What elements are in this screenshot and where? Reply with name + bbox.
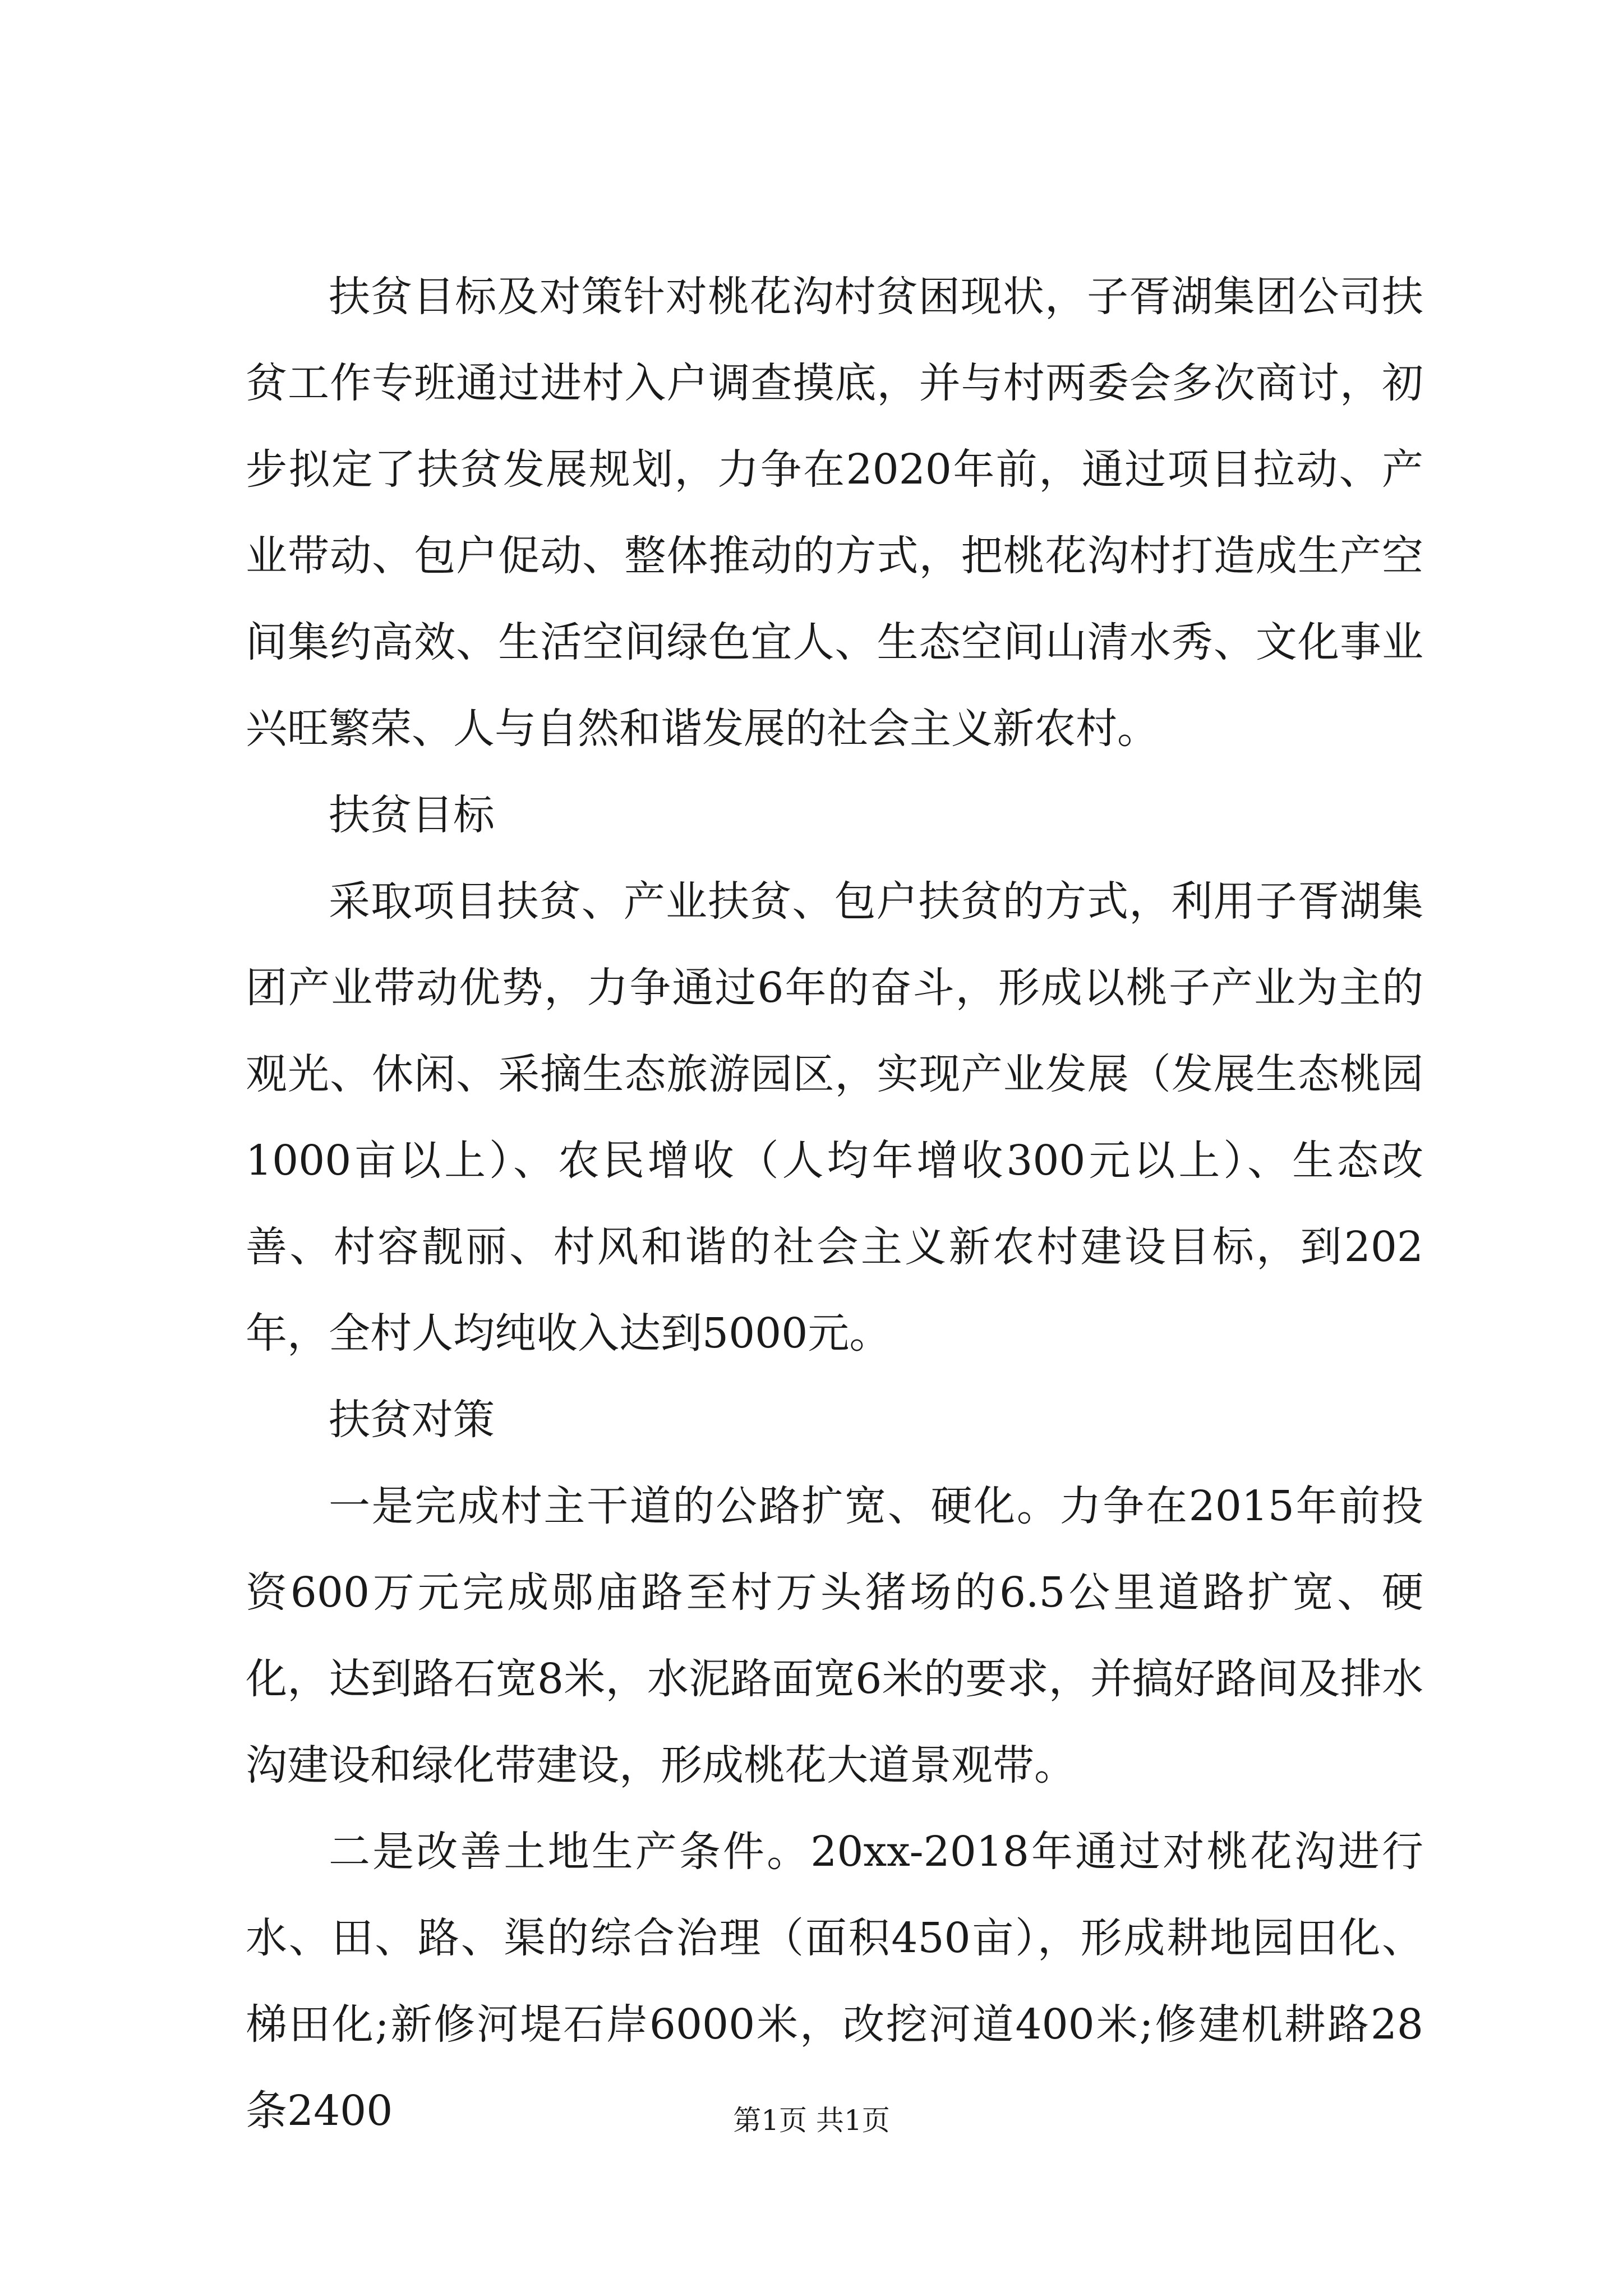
- paragraph-intro: 扶贫目标及对策针对桃花沟村贫困现状，子胥湖集团公司扶贫工作专班通过进村入户调查摸底，并与村两委会多次商讨，初步拟定了扶贫发展规划，力争在2020年前，通过项目拉动、产业带动、包户促动、整体推动的方式，把桃花沟村打造成生产空间集约高效、生活空间绿色宜人、生态空间山清水秀、文化事业兴旺繁荣、人与自然和谐发展的社会主义新农村。: [246, 273, 1423, 753]
- heading-poverty-measures: 扶贫对策: [329, 1396, 495, 1444]
- paragraph-goal: 采取项目扶贫、产业扶贫、包户扶贫的方式，利用子胥湖集团产业带动优势，力争通过6年的奋斗，形成以桃子产业为主的观光、休闲、采摘生态旅游园区，实现产业发展（发展生态桃园1000亩以上）、农民增收（人均年增收300元以上）、生态改善、村容靓丽、村风和谐的社会主义新农村建设目标，到202年，全村人均纯收入达到5000元。: [246, 877, 1423, 1358]
- document-body: [246, 254, 1423, 2154]
- paragraph-measure-road: 一是完成村主干道的公路扩宽、硬化。力争在2015年前投资600万元完成郧庙路至村万头猪场的6.5公里道路扩宽、硬化，达到路石宽8米，水泥路面宽6米的要求，并搞好路间及排水沟建设和绿化带建设，形成桃花大道景观带。: [246, 1482, 1423, 1789]
- paragraph-measure-land: 二是改善土地生产条件。20xx-2018年通过对桃花沟进行水、田、路、渠的综合治理（面积450亩），形成耕地园田化、梯田化;新修河堤石岸6000米，改挖河道400米;修建机耕路28条2400: [246, 1828, 1423, 2135]
- heading-poverty-goal: 扶贫目标: [329, 791, 495, 839]
- page-footer: 第1页 共1页: [733, 2104, 890, 2137]
